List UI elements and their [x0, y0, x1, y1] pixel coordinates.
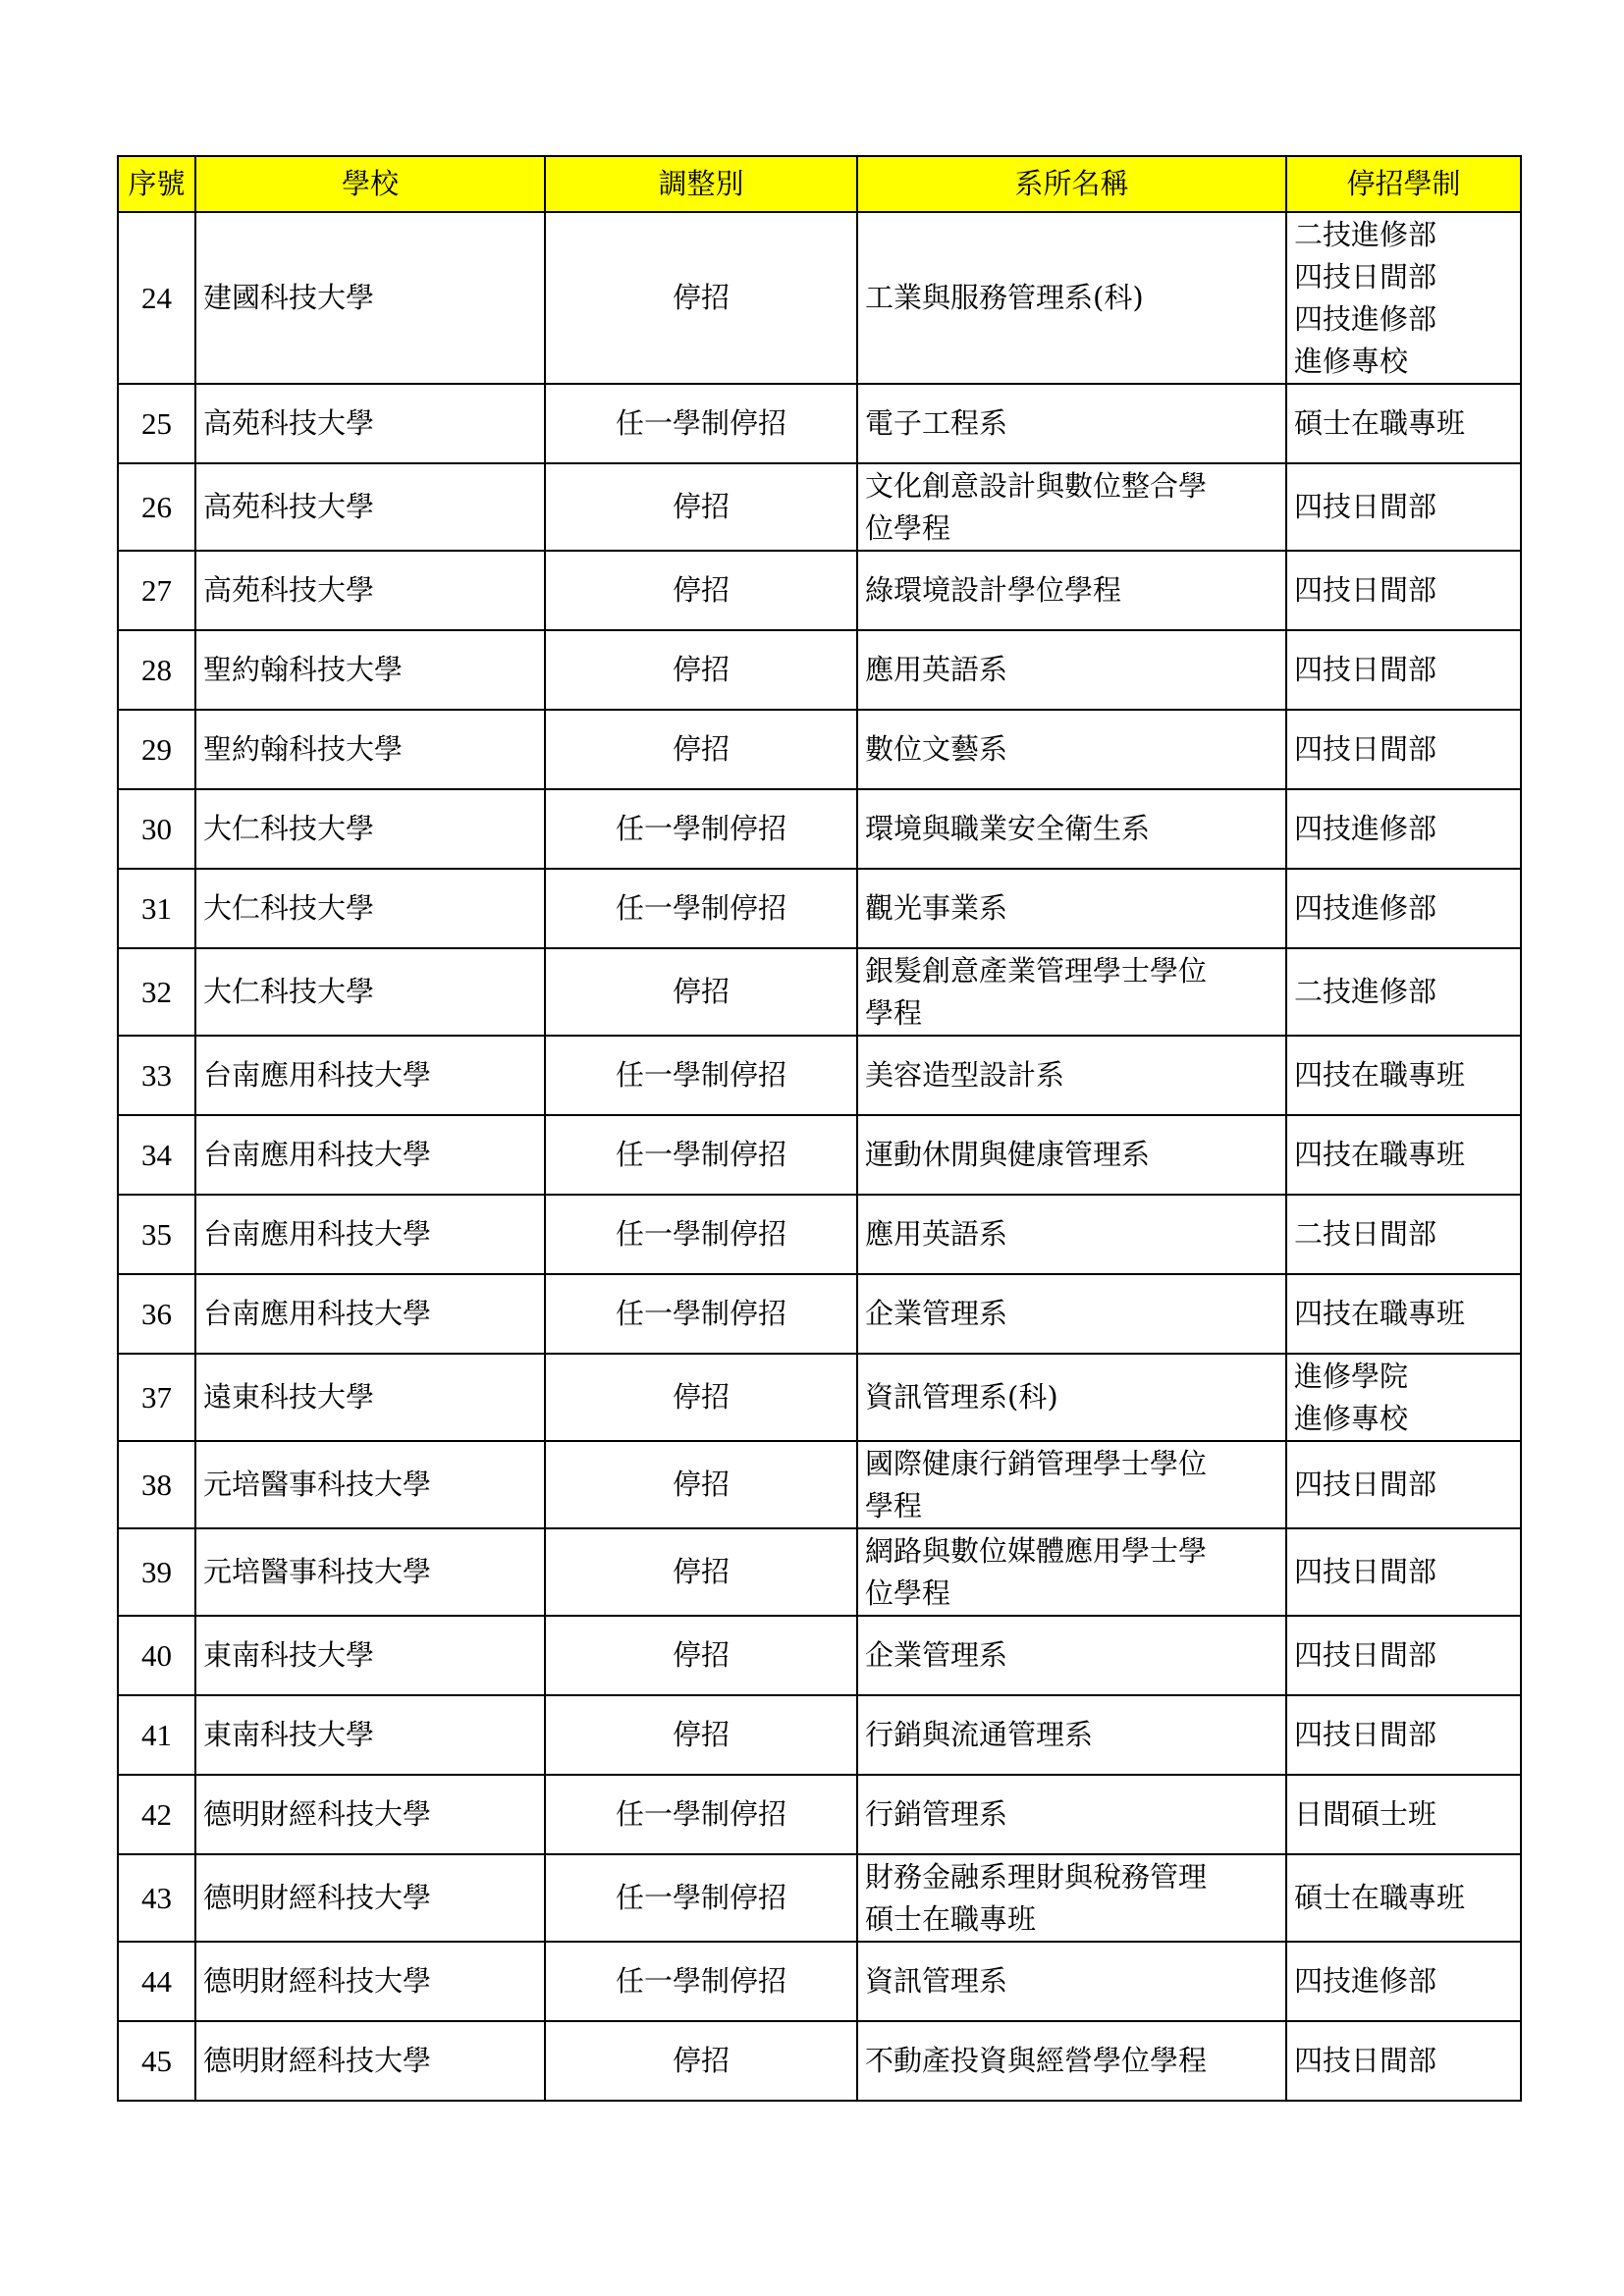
- department-line: 財務金融系理財與稅務管理: [865, 1859, 1208, 1894]
- department-line: 行銷與流通管理系: [865, 1718, 1094, 1751]
- table-row: [118, 1942, 1521, 2021]
- school-name: 遠東科技大學: [195, 1354, 545, 1441]
- row-number: 44: [118, 1942, 195, 2021]
- adjustment-type: 任一學制停招: [545, 1775, 857, 1854]
- school-name: 大仁科技大學: [195, 869, 545, 948]
- closed-system: [1286, 1942, 1521, 2021]
- system-line: 進修學院: [1294, 1359, 1409, 1393]
- department-name: [857, 463, 1286, 551]
- department-line: 工業與服務管理系(科): [865, 281, 1144, 314]
- table-row: [118, 948, 1521, 1036]
- department-name: [857, 1441, 1286, 1528]
- table-header-row: [118, 156, 1521, 212]
- department-line: 應用英語系: [865, 653, 1008, 686]
- department-line: 國際健康行銷管理學士學位: [865, 1446, 1208, 1480]
- adjustment-type: 停招: [545, 1616, 857, 1695]
- table-row: [118, 384, 1521, 463]
- table-row: [118, 1441, 1521, 1528]
- department-line: 應用英語系: [865, 1217, 1008, 1251]
- school-name: 德明財經科技大學: [195, 2021, 545, 2101]
- school-name: 元培醫事科技大學: [195, 1441, 545, 1528]
- row-number: 41: [118, 1695, 195, 1775]
- department-line: 行銷管理系: [865, 1797, 1008, 1831]
- school-name: 大仁科技大學: [195, 948, 545, 1036]
- row-number: 32: [118, 948, 195, 1036]
- adjustment-type: 任一學制停招: [545, 1036, 857, 1115]
- system-line: 四技進修部: [1294, 812, 1437, 845]
- row-number: 39: [118, 1528, 195, 1616]
- system-line: 四技進修部: [1294, 891, 1437, 925]
- row-number: 28: [118, 630, 195, 710]
- school-name: 聖約翰科技大學: [195, 630, 545, 710]
- row-number: 37: [118, 1354, 195, 1441]
- header-system: 停招學制: [1286, 156, 1521, 212]
- system-line: 進修專校: [1294, 1401, 1409, 1435]
- closed-system: [1286, 1695, 1521, 1775]
- department-line: 資訊管理系(科): [865, 1380, 1058, 1414]
- adjustment-type: 任一學制停招: [545, 1854, 857, 1942]
- adjustment-type: 停招: [545, 1695, 857, 1775]
- row-number: 43: [118, 1854, 195, 1942]
- table-row: [118, 551, 1521, 630]
- school-name: 台南應用科技大學: [195, 1036, 545, 1115]
- closed-system: [1286, 212, 1521, 384]
- row-number: 35: [118, 1195, 195, 1274]
- system-line: 四技在職專班: [1294, 1297, 1466, 1330]
- closed-system: [1286, 1775, 1521, 1854]
- department-line: 位學程: [865, 1575, 951, 1610]
- department-name: [857, 384, 1286, 463]
- closed-system: [1286, 1528, 1521, 1616]
- table-body: [118, 212, 1521, 2101]
- department-line: 碩士在職專班: [865, 1901, 1037, 1936]
- department-line: 電子工程系: [865, 406, 1008, 440]
- closed-system: [1286, 2021, 1521, 2101]
- closed-system: [1286, 630, 1521, 710]
- row-number: 26: [118, 463, 195, 551]
- table-row: [118, 212, 1521, 384]
- row-number: 33: [118, 1036, 195, 1115]
- adjustment-type: 任一學制停招: [545, 1195, 857, 1274]
- department-line: 綠環境設計學位學程: [865, 573, 1122, 607]
- adjustment-type: 任一學制停招: [545, 384, 857, 463]
- school-name: 元培醫事科技大學: [195, 1528, 545, 1616]
- table-row: [118, 1854, 1521, 1942]
- closed-system: [1286, 1354, 1521, 1441]
- table-row: [118, 630, 1521, 710]
- table-row: [118, 1354, 1521, 1441]
- school-name: 大仁科技大學: [195, 789, 545, 869]
- adjustment-type: 停招: [545, 1441, 857, 1528]
- closed-system: [1286, 948, 1521, 1036]
- school-name: 德明財經科技大學: [195, 1942, 545, 2021]
- system-line: 四技日間部: [1294, 653, 1437, 686]
- system-line: 二技日間部: [1294, 1217, 1437, 1251]
- system-line: 日間碩士班: [1294, 1797, 1437, 1831]
- department-name: [857, 1274, 1286, 1354]
- table-row: [118, 1775, 1521, 1854]
- adjustment-type: 任一學制停招: [545, 1115, 857, 1195]
- department-name: [857, 1036, 1286, 1115]
- system-line: 四技日間部: [1294, 490, 1437, 523]
- school-name: 高苑科技大學: [195, 463, 545, 551]
- system-line: 四技日間部: [1294, 1468, 1437, 1501]
- department-line: 數位文藝系: [865, 732, 1008, 766]
- header-type: 調整別: [545, 156, 857, 212]
- system-line: 碩士在職專班: [1294, 406, 1466, 440]
- table-row: [118, 789, 1521, 869]
- row-number: 29: [118, 710, 195, 789]
- header-no: 序號: [118, 156, 195, 212]
- row-number: 27: [118, 551, 195, 630]
- adjustment-type: 停招: [545, 1354, 857, 1441]
- table-row: [118, 1528, 1521, 1616]
- table-row: [118, 1274, 1521, 1354]
- department-line: 學程: [865, 995, 923, 1030]
- row-number: 30: [118, 789, 195, 869]
- department-line: 企業管理系: [865, 1297, 1008, 1330]
- department-line: 觀光事業系: [865, 891, 1008, 925]
- closed-system: [1286, 1854, 1521, 1942]
- department-name: [857, 1616, 1286, 1695]
- row-number: 34: [118, 1115, 195, 1195]
- system-line: 二技進修部: [1294, 975, 1437, 1008]
- school-name: 東南科技大學: [195, 1695, 545, 1775]
- table-row: [118, 1115, 1521, 1195]
- system-line: 四技日間部: [1294, 1555, 1437, 1588]
- closed-system: [1286, 1441, 1521, 1528]
- row-number: 38: [118, 1441, 195, 1528]
- table-row: [118, 2021, 1521, 2101]
- department-line: 網路與數位媒體應用學士學: [865, 1533, 1208, 1568]
- system-line: 四技日間部: [1294, 1638, 1437, 1672]
- row-number: 45: [118, 2021, 195, 2101]
- department-name: [857, 212, 1286, 384]
- department-name: [857, 789, 1286, 869]
- department-line: 銀髮創意產業管理學士學位: [865, 953, 1208, 988]
- closure-table: [117, 155, 1522, 2102]
- department-line: 環境與職業安全衛生系: [865, 812, 1151, 845]
- header-dept: 系所名稱: [857, 156, 1286, 212]
- school-name: 建國科技大學: [195, 212, 545, 384]
- row-number: 25: [118, 384, 195, 463]
- system-line: 四技在職專班: [1294, 1138, 1466, 1171]
- row-number: 42: [118, 1775, 195, 1854]
- school-name: 東南科技大學: [195, 1616, 545, 1695]
- table-row: [118, 869, 1521, 948]
- department-name: [857, 869, 1286, 948]
- department-name: [857, 1115, 1286, 1195]
- closed-system: [1286, 789, 1521, 869]
- school-name: 台南應用科技大學: [195, 1195, 545, 1274]
- system-line: 四技日間部: [1294, 732, 1437, 766]
- school-name: 高苑科技大學: [195, 551, 545, 630]
- school-name: 德明財經科技大學: [195, 1775, 545, 1854]
- system-line: 四技日間部: [1294, 1718, 1437, 1751]
- adjustment-type: 任一學制停招: [545, 1274, 857, 1354]
- closed-system: [1286, 710, 1521, 789]
- closed-system: [1286, 551, 1521, 630]
- department-line: 位學程: [865, 510, 951, 545]
- department-line: 資訊管理系: [865, 1964, 1008, 1998]
- table-row: [118, 1195, 1521, 1274]
- department-name: [857, 1854, 1286, 1942]
- adjustment-type: 停招: [545, 2021, 857, 2101]
- department-line: 美容造型設計系: [865, 1058, 1065, 1092]
- row-number: 36: [118, 1274, 195, 1354]
- closed-system: [1286, 1115, 1521, 1195]
- closed-system: [1286, 1616, 1521, 1695]
- department-line: 文化創意設計與數位整合學: [865, 468, 1208, 503]
- table-row: [118, 1695, 1521, 1775]
- closed-system: [1286, 1274, 1521, 1354]
- department-name: [857, 630, 1286, 710]
- adjustment-type: 停招: [545, 551, 857, 630]
- department-name: [857, 1528, 1286, 1616]
- adjustment-type: 任一學制停招: [545, 1942, 857, 2021]
- system-line: 四技日間部: [1294, 259, 1437, 294]
- closed-system: [1286, 384, 1521, 463]
- school-name: 聖約翰科技大學: [195, 710, 545, 789]
- department-name: [857, 1942, 1286, 2021]
- adjustment-type: 停招: [545, 630, 857, 710]
- department-line: 不動產投資與經營學位學程: [865, 2044, 1208, 2077]
- department-name: [857, 1195, 1286, 1274]
- system-line: 四技日間部: [1294, 2044, 1437, 2077]
- table-row: [118, 463, 1521, 551]
- header-school: 學校: [195, 156, 545, 212]
- department-name: [857, 2021, 1286, 2101]
- adjustment-type: 停招: [545, 463, 857, 551]
- adjustment-type: 停招: [545, 1528, 857, 1616]
- system-line: 四技進修部: [1294, 301, 1437, 336]
- closed-system: [1286, 869, 1521, 948]
- row-number: 31: [118, 869, 195, 948]
- department-line: 企業管理系: [865, 1638, 1008, 1672]
- school-name: 德明財經科技大學: [195, 1854, 545, 1942]
- system-line: 四技日間部: [1294, 573, 1437, 607]
- department-line: 學程: [865, 1488, 923, 1522]
- row-number: 24: [118, 212, 195, 384]
- closed-system: [1286, 1195, 1521, 1274]
- system-line: 四技進修部: [1294, 1964, 1437, 1998]
- department-name: [857, 551, 1286, 630]
- adjustment-type: 停招: [545, 710, 857, 789]
- adjustment-type: 任一學制停招: [545, 869, 857, 948]
- system-line: 進修專校: [1294, 344, 1409, 378]
- system-line: 四技在職專班: [1294, 1058, 1466, 1092]
- department-line: 運動休閒與健康管理系: [865, 1138, 1151, 1171]
- school-name: 高苑科技大學: [195, 384, 545, 463]
- closed-system: [1286, 463, 1521, 551]
- school-name: 台南應用科技大學: [195, 1115, 545, 1195]
- table-row: [118, 710, 1521, 789]
- table-row: [118, 1036, 1521, 1115]
- row-number: 40: [118, 1616, 195, 1695]
- adjustment-type: 任一學制停招: [545, 789, 857, 869]
- adjustment-type: 停招: [545, 212, 857, 384]
- department-name: [857, 948, 1286, 1036]
- department-name: [857, 1775, 1286, 1854]
- adjustment-type: 停招: [545, 948, 857, 1036]
- table-row: [118, 1616, 1521, 1695]
- system-line: 碩士在職專班: [1294, 1881, 1466, 1914]
- closed-system: [1286, 1036, 1521, 1115]
- school-name: 台南應用科技大學: [195, 1274, 545, 1354]
- department-name: [857, 1354, 1286, 1441]
- department-name: [857, 1695, 1286, 1775]
- system-line: 二技進修部: [1294, 217, 1437, 251]
- department-name: [857, 710, 1286, 789]
